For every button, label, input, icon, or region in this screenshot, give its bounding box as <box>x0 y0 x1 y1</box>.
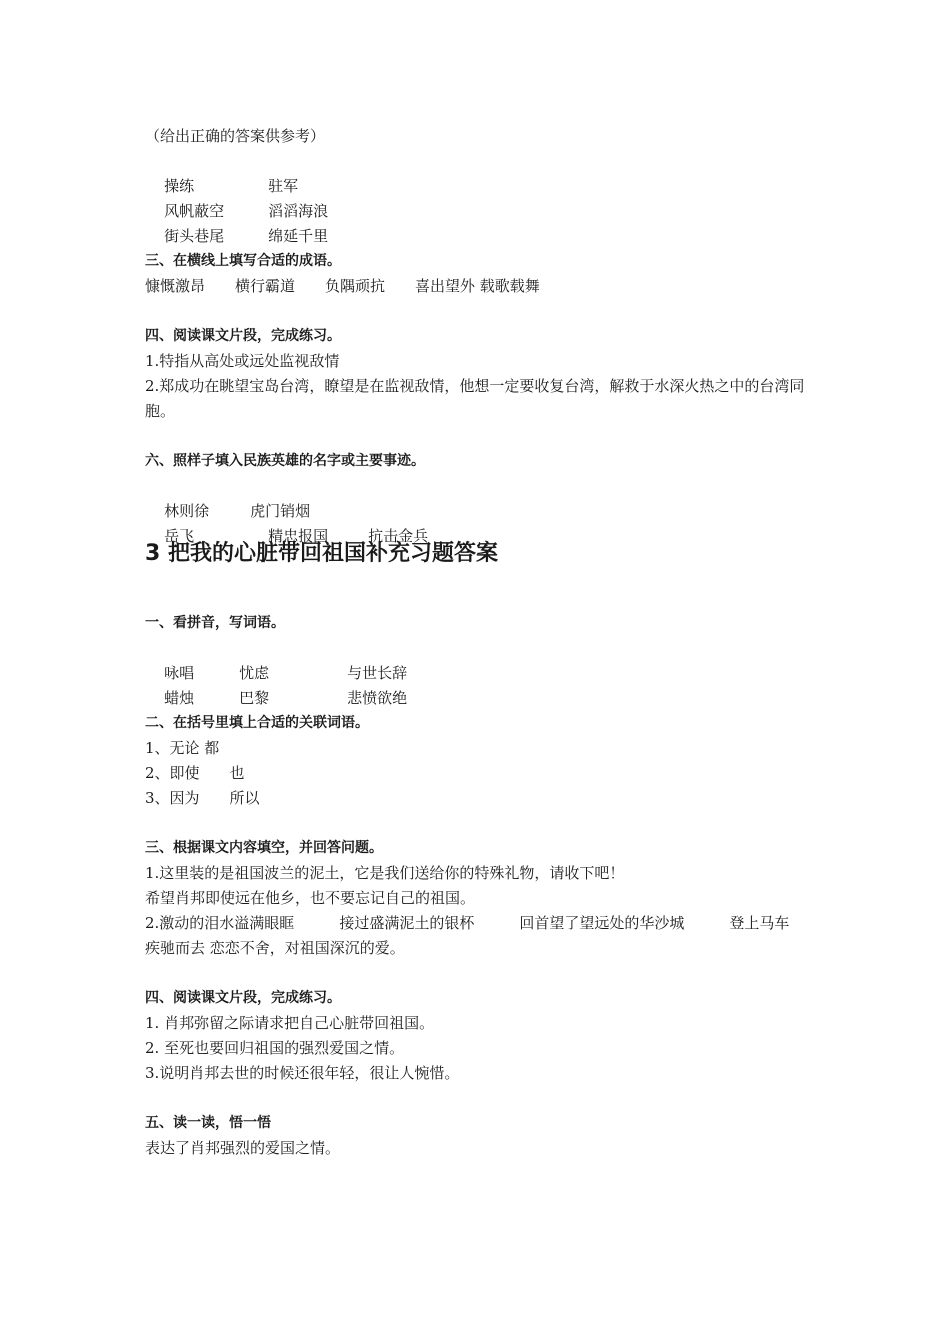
answer-line: 1.特指从高处或远处监视敌情 <box>145 352 340 370</box>
hero-deed: 精忠报国 <box>268 527 329 545</box>
hero-deed: 抗击金兵 <box>368 527 429 545</box>
answer-line: 2. 至死也要回归祖国的强烈爱国之情。 <box>145 1039 405 1057</box>
answer-line: 2.激动的泪水溢满眼眶 接过盛满泥土的银杯 回首望了望远处的华沙城 登上马车 疾驰而去 恋恋不舍，对祖国深沉的爱。 <box>145 914 820 957</box>
word: 操练 <box>164 177 195 195</box>
answer-line: 表达了肖邦强烈的爱国之情。 <box>145 1139 341 1157</box>
idiom-answers: 慷慨激昂 横行霸道 负隅顽抗 喜出望外 载歌载舞 <box>145 277 540 295</box>
word: 蜡烛 <box>164 689 195 707</box>
answer-note: （给出正确的答案供参考） <box>145 127 326 145</box>
answer-line: 2.郑成功在眺望宝岛台湾，瞭望是在监视敌情，他想一定要收复台湾，解救于水深火热之中的台湾同胞。 <box>145 377 805 420</box>
section-heading: 三、根据课文内容填空，并回答问题。 <box>145 840 383 856</box>
word: 风帆蔽空 <box>164 202 225 220</box>
word: 忧虑 <box>239 664 270 682</box>
word: 驻军 <box>268 177 299 195</box>
section-heading: 一、看拼音，写词语。 <box>145 615 285 631</box>
word-row <box>145 636 815 682</box>
word: 与世长辞 <box>347 664 408 682</box>
section-heading: 四、阅读课文片段，完成练习。 <box>145 328 341 344</box>
hero-name: 林则徐 <box>164 502 210 520</box>
section-heading: 二、在括号里填上合适的关联词语。 <box>145 715 369 731</box>
word: 滔滔海浪 <box>268 202 329 220</box>
section-heading: 五、读一读，悟一悟 <box>145 1115 271 1131</box>
answer-line: 3、因为 所以 <box>145 789 260 807</box>
section-heading: 六、照样子填入民族英雄的名字或主要事迹。 <box>145 453 425 469</box>
answer-line: 1.这里装的是祖国波兰的泥土，它是我们送给你的特殊礼物，请收下吧！ <box>145 864 625 882</box>
word: 咏唱 <box>164 664 195 682</box>
word: 悲愤欲绝 <box>347 689 408 707</box>
hero-deed: 虎门销烟 <box>250 502 311 520</box>
section-heading: 四、阅读课文片段，完成练习。 <box>145 990 341 1006</box>
word: 绵延千里 <box>268 227 329 245</box>
lesson-title: 3 把我的心脏带回祖国补充习题答案 <box>145 541 498 566</box>
document-page <box>145 124 820 1161</box>
section-heading: 三、在横线上填写合适的成语。 <box>145 253 341 269</box>
hero-row <box>145 474 815 520</box>
answer-line: 1. 肖邦弥留之际请求把自己心脏带回祖国。 <box>145 1014 435 1032</box>
hero-name: 岳飞 <box>164 527 195 545</box>
answer-line: 希望肖邦即使远在他乡，也不要忘记自己的祖国。 <box>145 889 476 907</box>
answer-line: 1、无论 都 <box>145 739 220 757</box>
word: 街头巷尾 <box>164 227 225 245</box>
answer-line: 3.说明肖邦去世的时候还很年轻，很让人惋惜。 <box>145 1064 460 1082</box>
word: 巴黎 <box>239 689 270 707</box>
answer-line: 2、即使 也 <box>145 764 245 782</box>
word-row <box>145 149 815 195</box>
